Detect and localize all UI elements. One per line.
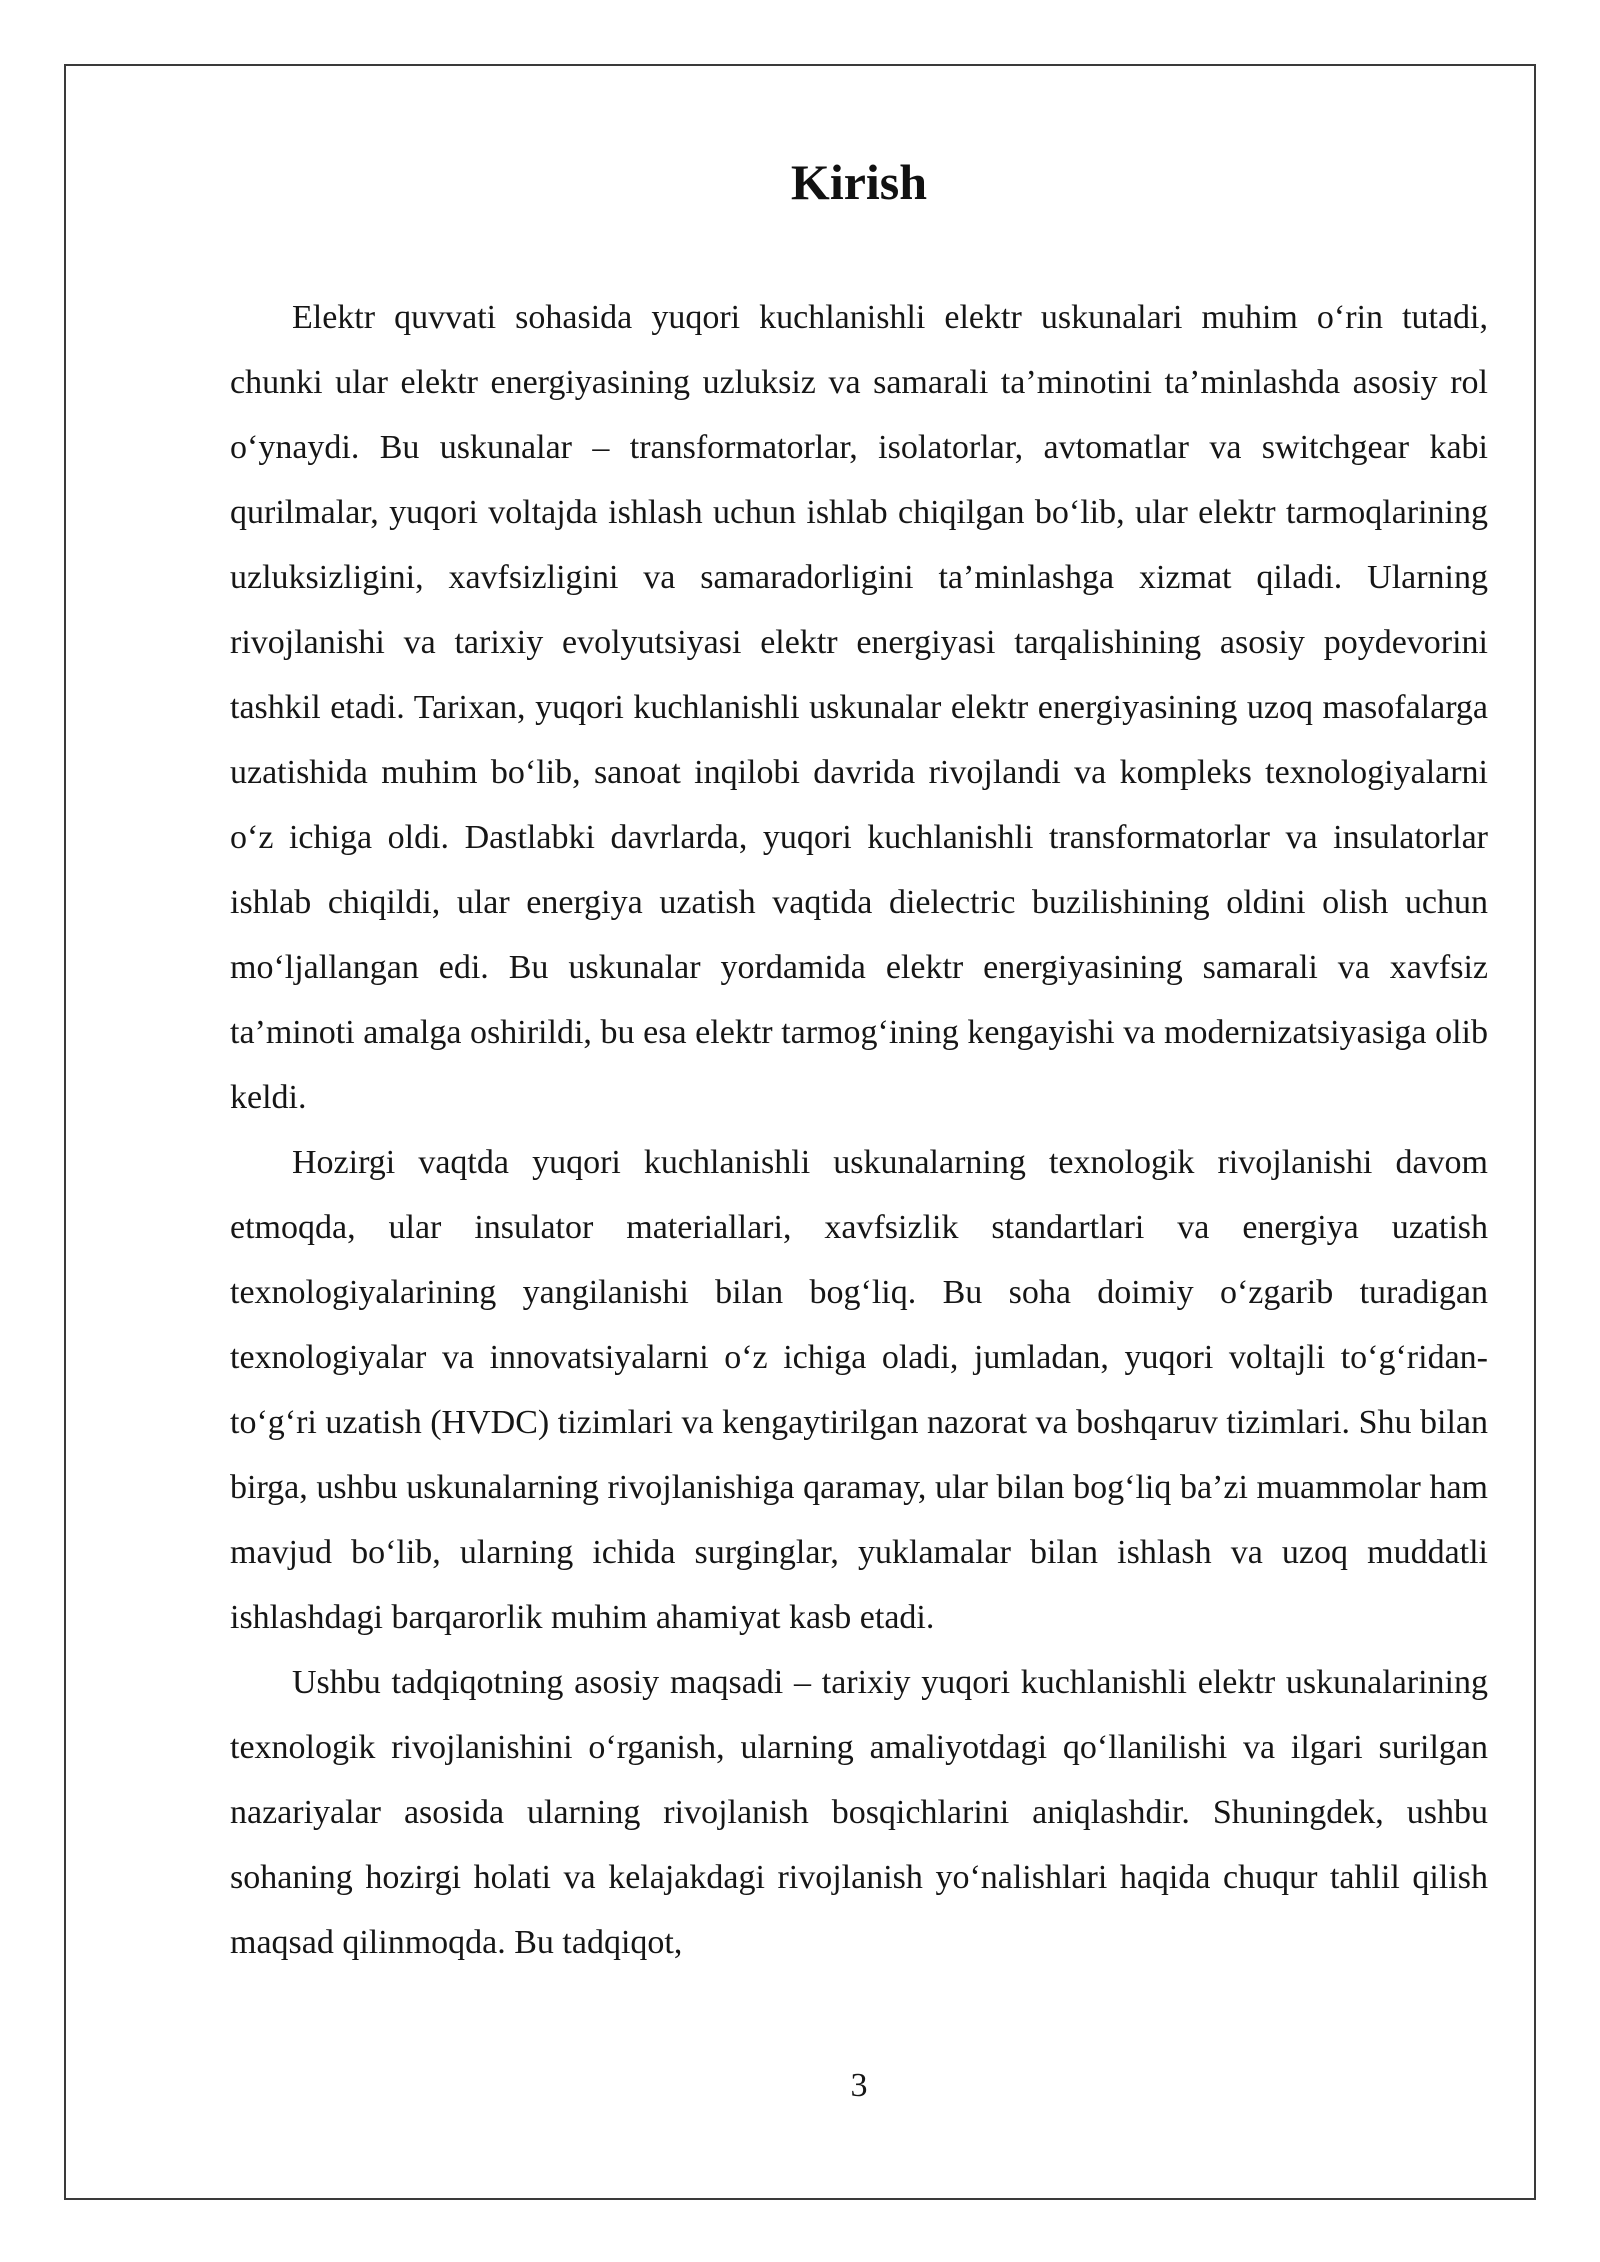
paragraph: Hozirgi vaqtda yuqori kuchlanishli uskunalarning texnologik rivojlanishi davom etmoqda, ular insulator materiallari, xavfsizlik standartlari va energiya uzatish texnologiyalarining yangilanishi bilan bog‘liq. Bu soha doimiy o‘zgarib turadigan texnologiyalar va innovatsiyalarni o‘z ichiga oladi, jumladan, yuqori voltajli to‘g‘ridan-to‘g‘ri uzatish (HVDC) tizimlari va kengaytirilgan nazorat va boshqaruv tizimlari. Shu bilan birga, ushbu uskunalarning rivojlanishiga qaramay, ular bilan bog‘liq ba’zi muammolar ham mavjud bo‘lib, ularning ichida surginglar, yuklamalar bilan ishlash va uzoq muddatli ishlashdagi barqarorlik muhim ahamiyat kasb etadi. [230,1144,1488,1636]
page-title: Kirish [790,154,928,210]
body-text [230,285,1488,1975]
paragraph: Ushbu tadqiqotning asosiy maqsadi – tarixiy yuqori kuchlanishli elektr uskunalarining texnologik rivojlanishini o‘rganish, ularning amaliyotdagi qo‘llanilishi va ilgari surilgan nazariyalar asosida ularning rivojlanish bosqichlarini aniqlashdir. Shuningdek, ushbu sohaning hozirgi holati va kelajakdagi rivojlanish yo‘nalishlari haqida chuqur tahlil qilish maqsad qilinmoqda. Bu tadqiqot, [230,1664,1488,1961]
paragraph: Elektr quvvati sohasida yuqori kuchlanishli elektr uskunalari muhim o‘rin tutadi, chunki ular elektr energiyasining uzluksiz va samarali ta’minotini ta’minlashda asosiy rol o‘ynaydi. Bu uskunalar – transformatorlar, isolatorlar, avtomatlar va switchgear kabi qurilmalar, yuqori voltajda ishlash uchun ishlab chiqilgan bo‘lib, ular elektr tarmoqlarining uzluksizligini, xavfsizligini va samaradorligini ta’minlashga xizmat qiladi. Ularning rivojlanishi va tarixiy evolyutsiyasi elektr energiyasi tarqalishining asosiy poydevorini tashkil etadi. Tarixan, yuqori kuchlanishli uskunalar elektr energiyasining uzoq masofalarga uzatishida muhim bo‘lib, sanoat inqilobi davrida rivojlandi va kompleks texnologiyalarni o‘z ichiga oldi. Dastlabki davrlarda, yuqori kuchlanishli transformatorlar va insulatorlar ishlab chiqildi, ular energiya uzatish vaqtida dielectric buzilishining oldini olish uchun mo‘ljallangan edi. Bu uskunalar yordamida elektr energiyasining samarali va xavfsiz ta’minoti amalga oshirildi, bu esa elektr tarmog‘ining kengayishi va modernizatsiyasiga olib keldi. [230,299,1488,1116]
page-number: 3 [850,2067,868,2104]
